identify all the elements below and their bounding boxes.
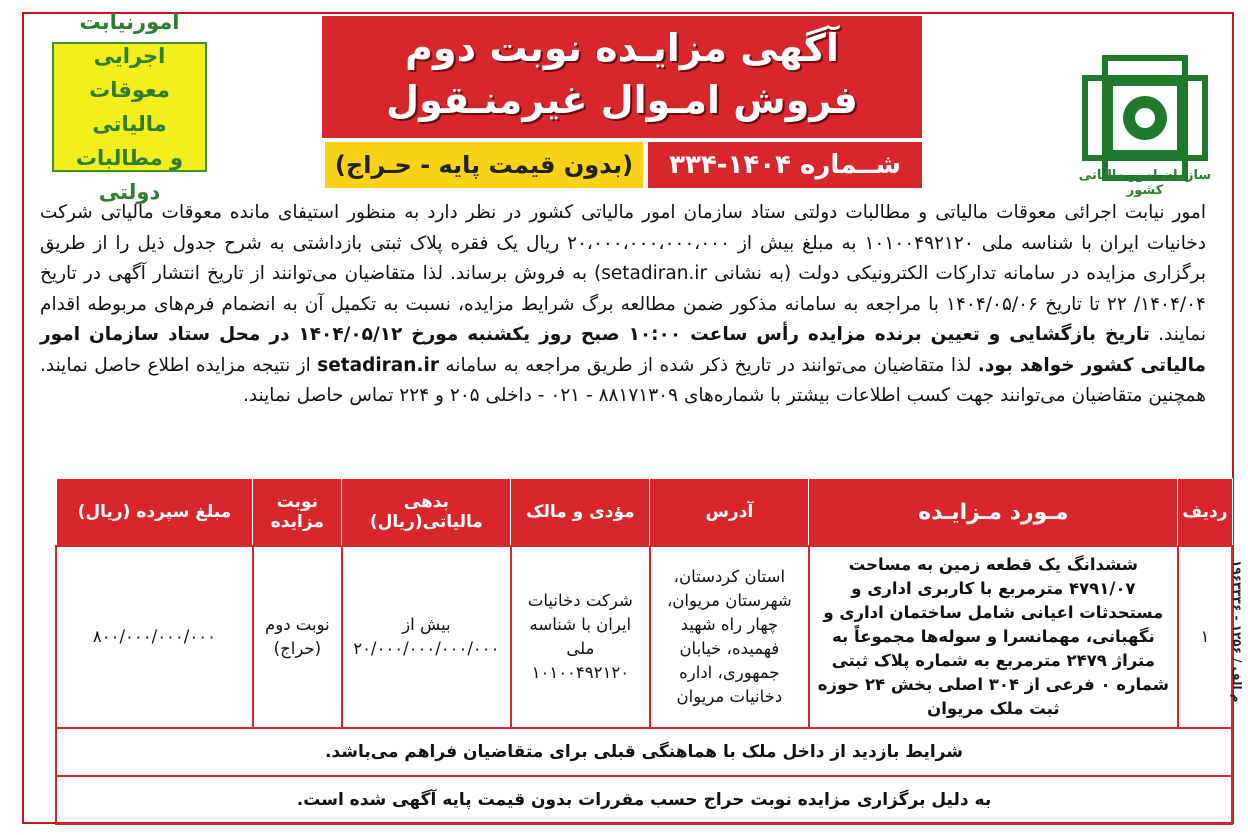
body-paragraph-2: لذا متقاضیان می‌توانند در تاریخ ذکر شده از طریق مراجعه به سامانه bbox=[445, 354, 972, 376]
header-address: آدرس bbox=[650, 479, 809, 547]
logo-caption: سازمان امور مالیاتی کشور bbox=[1078, 168, 1212, 198]
publication-code: م الف / ۱۲۵۶ - ۱۹۶۳۳۳۶ bbox=[1230, 560, 1244, 703]
body-paragraph-1: امور نیابت اجرائی معوقات مالیاتی و مطالبات دولتی ستاد سازمان امور مالیاتی کشور در نظر دارد به منظور استیفای مانده معوقات مالیاتی شرکت دخانیات ایران با شناسه ملی ۱۰۱۰۰۴۹۲۱۲۰ به مبلغ بیش از ۲۰،۰۰۰،۰۰۰،۰۰۰،۰۰۰ ریال یک فقره پلاک ثبتی بازداشتی به شرح جدول ذیل را از طریق برگزاری مزایده در سامانه تدارکات الکترونیکی دولت (به نشانی setadiran.ir) به فروش برساند. لذا متقاضیان می‌توانند از تاریخ انتشار آگهی در تاریخ ۱۴۰۴/۰۴/ ۲۲ تا تاریخ ۱۴۰۴/۰۵/۰۶ با مراجعه به سامانه مذکور ضمن مطالعه برگ شرایط مزایده، نسبت به تکمیل آن به انضمام فرم‌های مربوطه اقدام نمایند. bbox=[40, 202, 1207, 345]
auction-pricing-note: به دلیل برگزاری مزایده نوبت حراج حسب مقررات بدون قیمت پایه آگهی شده است. bbox=[56, 776, 1232, 824]
cell-debt: بیش از ۲۰/۰۰۰/۰۰۰/۰۰۰/۰۰۰ bbox=[342, 546, 511, 728]
body-site-link[interactable]: setadiran.ir bbox=[317, 354, 439, 376]
header-row-number: ردیف bbox=[1178, 479, 1232, 547]
table-note-row bbox=[56, 776, 1232, 824]
cell-deposit: ۸۰۰/۰۰۰/۰۰۰/۰۰۰ bbox=[56, 546, 253, 728]
agency-line-3: و مطالبات دولتی bbox=[75, 146, 184, 204]
body-text bbox=[40, 198, 1206, 412]
table-header-row bbox=[56, 479, 1232, 547]
cell-round: نوبت دوم (حراج) bbox=[253, 546, 342, 728]
header-subject: مـورد مـزایـده bbox=[809, 479, 1178, 547]
table-row bbox=[56, 546, 1232, 728]
title-line-2: فروش امـوال غیرمنـقول bbox=[386, 78, 858, 122]
agency-box bbox=[52, 10, 207, 204]
header-debt: بدهی مالیاتی(ریال) bbox=[342, 479, 511, 547]
table-note-row bbox=[56, 728, 1232, 776]
auction-table bbox=[55, 478, 1233, 825]
no-base-price-note: (بدون قیمت پایه - حـراج) bbox=[325, 142, 643, 188]
header-deposit: مبلغ سپرده (ریال) bbox=[56, 479, 253, 547]
title-banner bbox=[322, 16, 922, 138]
cell-row-number: ۱ bbox=[1178, 546, 1232, 728]
header-owner: مؤدی و مالک bbox=[511, 479, 650, 547]
cell-subject: ششدانگ یک قطعه زمین به مساحت ۴۷۹۱/۰۷ مترمربع با کاربری اداری و مستحدثات اعیانی شامل ساختمان اداری و نگهبانی، مهمانسرا و سوله‌ها مجموعاً به متراژ ۲۴۷۹ مترمربع به شماره پلاک ثبتی شماره ۰ فرعی از ۳۰۴ اصلی بخش ۲۴ حوزه ثبت ملک مریوان bbox=[809, 546, 1178, 728]
header-round: نوبت مزایده bbox=[253, 479, 342, 547]
cell-address: استان کردستان، شهرستان مریوان، چهار راه شهید فهمیده، خیابان جمهوری، اداره دخانیات مریوان bbox=[650, 546, 809, 728]
ad-number: شــماره ۱۴۰۴-۳۳۴ bbox=[648, 142, 922, 188]
title-line-1: آگهی مزایـده نوبت دوم bbox=[405, 26, 839, 70]
body-paragraph-3: از نتیجه مزایده اطلاع حاصل نمایند. همچنین متقاضیان می‌توانند جهت کسب اطلاعات بیشتر با شماره‌های ۸۸۱۷۱۳۰۹ - ۰۲۱ - داخلی ۲۰۵ و ۲۲۴ تماس حاصل نمایند. bbox=[40, 354, 1206, 406]
agency-line-1: امورنیابت اجرایی bbox=[79, 10, 180, 68]
visit-conditions-note: شرایط بازدید از داخل ملک با هماهنگی قبلی برای متقاضیان فراهم می‌باشد. bbox=[56, 728, 1232, 776]
agency-line-2: معوقات مالیاتی bbox=[89, 78, 170, 136]
cell-owner: شرکت دخانیات ایران با شناسه ملی ۱۰۱۰۰۴۹۲۱۲۰ bbox=[511, 546, 650, 728]
body-bold-opening-date: تاریخ بازگشایی و تعیین برنده مزایده رأس ساعت ۱۰:۰۰ صبح روز یکشنبه مورخ ۱۴۰۴/۰۵/۱۲ در محل ستاد سازمان امور مالیاتی کشور خواهد بود. bbox=[40, 324, 1206, 376]
